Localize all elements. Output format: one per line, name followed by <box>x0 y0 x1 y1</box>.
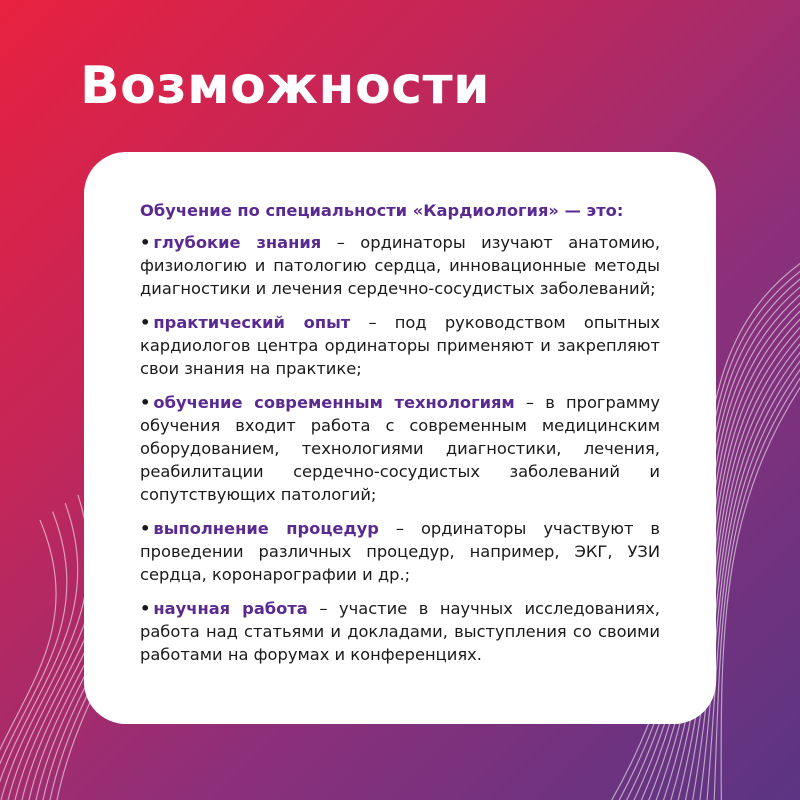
list-item-practical-experience <box>140 311 660 380</box>
wave-line <box>705 344 800 800</box>
intro-heading: Обучение по специальности «Кардиология» — это: <box>140 201 624 220</box>
bullet-icon: • <box>140 233 151 252</box>
content-card <box>84 152 716 724</box>
wave-line <box>1 495 89 800</box>
list-item-research <box>140 597 660 666</box>
bullet-icon: • <box>140 519 151 538</box>
list-item-deep-knowledge <box>140 231 660 300</box>
item-text: – под руководством опытных кардиологов центра ординаторы применяют и закрепляют свои знания на практике; <box>140 313 660 378</box>
page-title: Возможности <box>80 56 491 116</box>
item-term: глубокие знания <box>153 233 322 252</box>
bullet-icon: • <box>140 393 151 412</box>
item-text: – участие в научных исследованиях, работа над статьями и докладами, выступления со своими работами на форумах и конференциях. <box>140 599 660 664</box>
bullet-icon: • <box>140 313 151 332</box>
item-text: – ординаторы участвуют в проведении различных процедур, например, ЭКГ, УЗИ сердца, коронарографии и др.; <box>140 519 660 584</box>
item-text: – в программу обучения входит работа с современным медицинским оборудованием, технологиями диагностики, лечения, реабилитации сердечно-сосудистых заболеваний и сопутствующих патологий; <box>140 393 660 504</box>
item-term: научная работа <box>153 599 308 618</box>
wave-line <box>713 351 800 800</box>
list-item-procedures <box>140 517 660 586</box>
bullet-icon: • <box>140 599 151 618</box>
item-text: – ординаторы изучают анатомию, физиологию и патологию сердца, инновационные методы диагностики и лечения сердечно-сосудистых заболеваний; <box>140 233 660 298</box>
wave-line <box>721 358 800 800</box>
item-term: обучение современным технологиям <box>153 393 515 412</box>
item-term: выполнение процедур <box>153 519 379 538</box>
wave-line <box>0 520 56 800</box>
wave-line <box>0 512 67 800</box>
item-term: практический опыт <box>153 313 351 332</box>
wave-line <box>0 503 78 800</box>
list-item-modern-technologies <box>140 391 660 506</box>
